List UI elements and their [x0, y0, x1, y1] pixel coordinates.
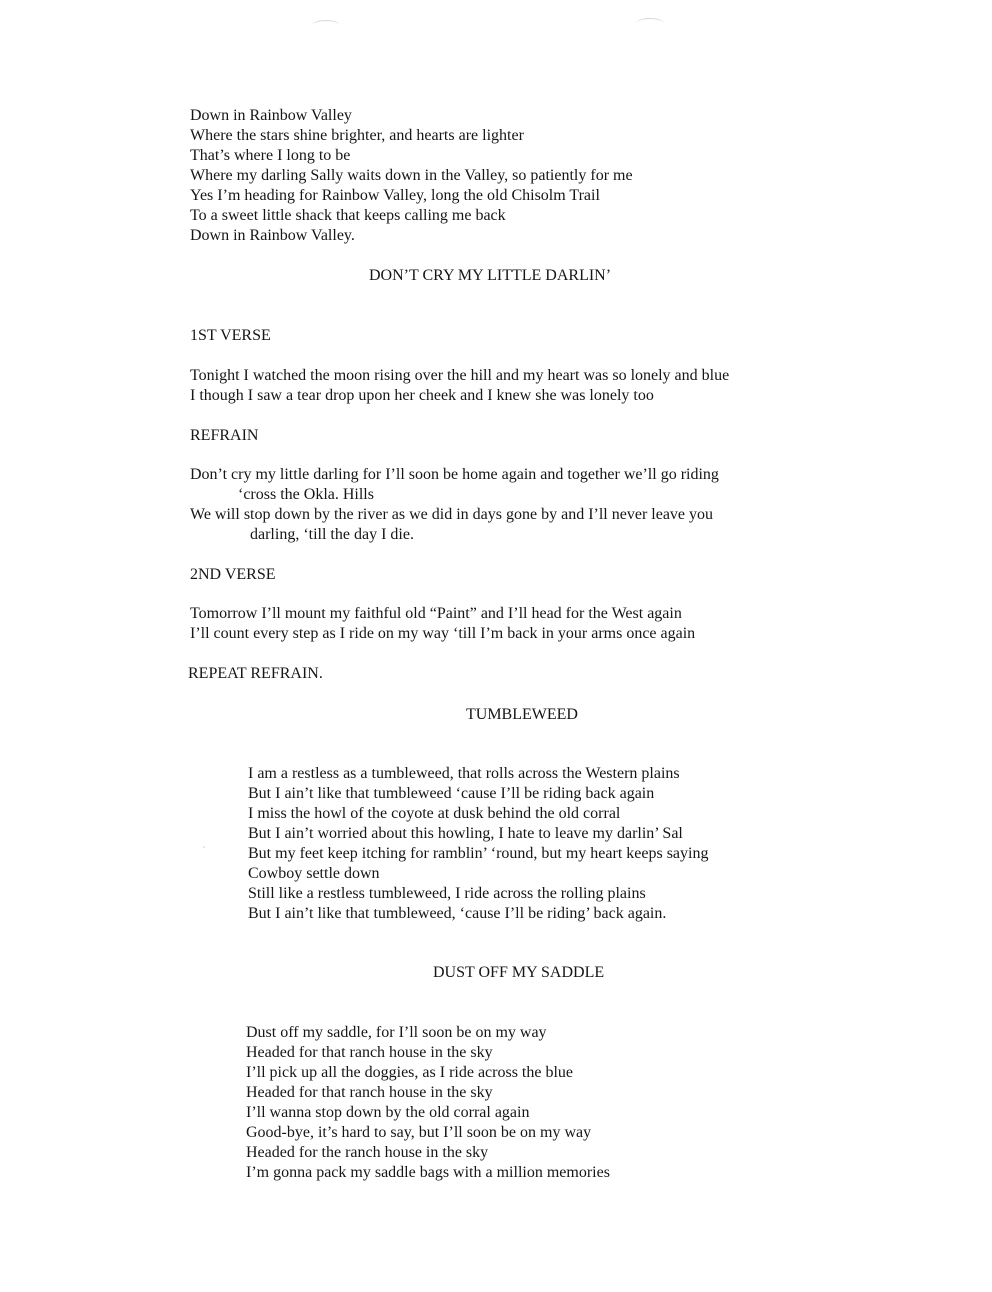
lyric-line: Headed for the ranch house in the sky — [246, 1144, 489, 1161]
verse-heading-2nd: 2ND VERSE — [190, 566, 276, 583]
lyric-line: Where my darling Sally waits down in the Valley, so patiently for me — [190, 167, 633, 184]
lyric-line: Headed for that ranch house in the sky — [246, 1044, 493, 1061]
rainbow-valley-lyrics — [190, 106, 633, 246]
lyric-line: That’s where I long to be — [190, 147, 351, 164]
verse-heading-1st: 1ST VERSE — [190, 327, 271, 344]
lyric-line-continued: ‘cross the Okla. Hills — [238, 486, 374, 503]
lyric-line: Good-bye, it’s hard to say, but I’ll soon be on my way — [246, 1124, 592, 1141]
lyric-line: Headed for that ranch house in the sky — [246, 1084, 493, 1101]
verse1-lyrics — [190, 366, 729, 406]
lyric-line: Tomorrow I’ll mount my faithful old “Paint” and I’ll head for the West again — [190, 605, 682, 622]
lyric-line: Still like a restless tumbleweed, I ride across the rolling plains — [248, 885, 646, 902]
lyric-line-continued: darling, ‘till the day I die. — [250, 526, 414, 543]
lyric-line: I’ll wanna stop down by the old corral again — [246, 1104, 530, 1121]
lyric-line: Dust off my saddle, for I’ll soon be on my way — [246, 1024, 547, 1041]
refrain-lyrics — [190, 465, 719, 545]
lyric-line: I’m gonna pack my saddle bags with a million memories — [246, 1164, 610, 1181]
verse2-lyrics — [190, 604, 695, 644]
lyric-line: But I ain’t worried about this howling, I hate to leave my darlin’ Sal — [248, 825, 683, 842]
lyric-line: Cowboy settle down — [248, 865, 380, 882]
punch-hole-mark-left — [312, 20, 340, 31]
dust-off-my-saddle-lyrics — [246, 1023, 610, 1183]
lyric-line: Tonight I watched the moon rising over the hill and my heart was so lonely and blue — [190, 367, 730, 384]
lyric-line: I’ll pick up all the doggies, as I ride across the blue — [246, 1064, 574, 1081]
scan-speck — [203, 846, 205, 848]
lyric-line: We will stop down by the river as we did in days gone by and I’ll never leave you — [190, 506, 714, 523]
refrain-heading: REFRAIN — [190, 427, 259, 444]
lyric-line: I am a restless as a tumbleweed, that rolls across the Western plains — [248, 765, 680, 782]
song-title-dust-off-my-saddle: DUST OFF MY SADDLE — [433, 964, 605, 981]
lyric-line: But I ain’t like that tumbleweed, ‘cause I’ll be riding’ back again. — [248, 905, 667, 922]
lyric-line: I miss the howl of the coyote at dusk behind the old corral — [248, 805, 621, 822]
lyric-line: Yes I’m heading for Rainbow Valley, long the old Chisolm Trail — [190, 187, 600, 204]
lyric-line: Down in Rainbow Valley. — [190, 227, 355, 244]
lyric-line: I though I saw a tear drop upon her cheek and I knew she was lonely too — [190, 387, 654, 404]
lyric-line: Down in Rainbow Valley — [190, 107, 352, 124]
lyric-line: To a sweet little shack that keeps calling me back — [190, 207, 506, 224]
lyric-line: Don’t cry my little darling for I’ll soon be home again and together we’ll go riding — [190, 466, 719, 483]
lyric-line: But my feet keep itching for ramblin’ ‘round, but my heart keeps saying — [248, 845, 709, 862]
lyric-line: Where the stars shine brighter, and hearts are lighter — [190, 127, 524, 144]
song-title-tumbleweed: TUMBLEWEED — [466, 706, 578, 723]
lyric-line: I’ll count every step as I ride on my way ‘till I’m back in your arms once again — [190, 625, 696, 642]
repeat-refrain-note: REPEAT REFRAIN. — [188, 665, 323, 682]
song-title-dont-cry: DON’T CRY MY LITTLE DARLIN’ — [369, 267, 612, 284]
tumbleweed-lyrics — [248, 764, 708, 924]
punch-hole-mark-right — [636, 18, 664, 29]
lyric-line: But I ain’t like that tumbleweed ‘cause I’ll be riding back again — [248, 785, 655, 802]
